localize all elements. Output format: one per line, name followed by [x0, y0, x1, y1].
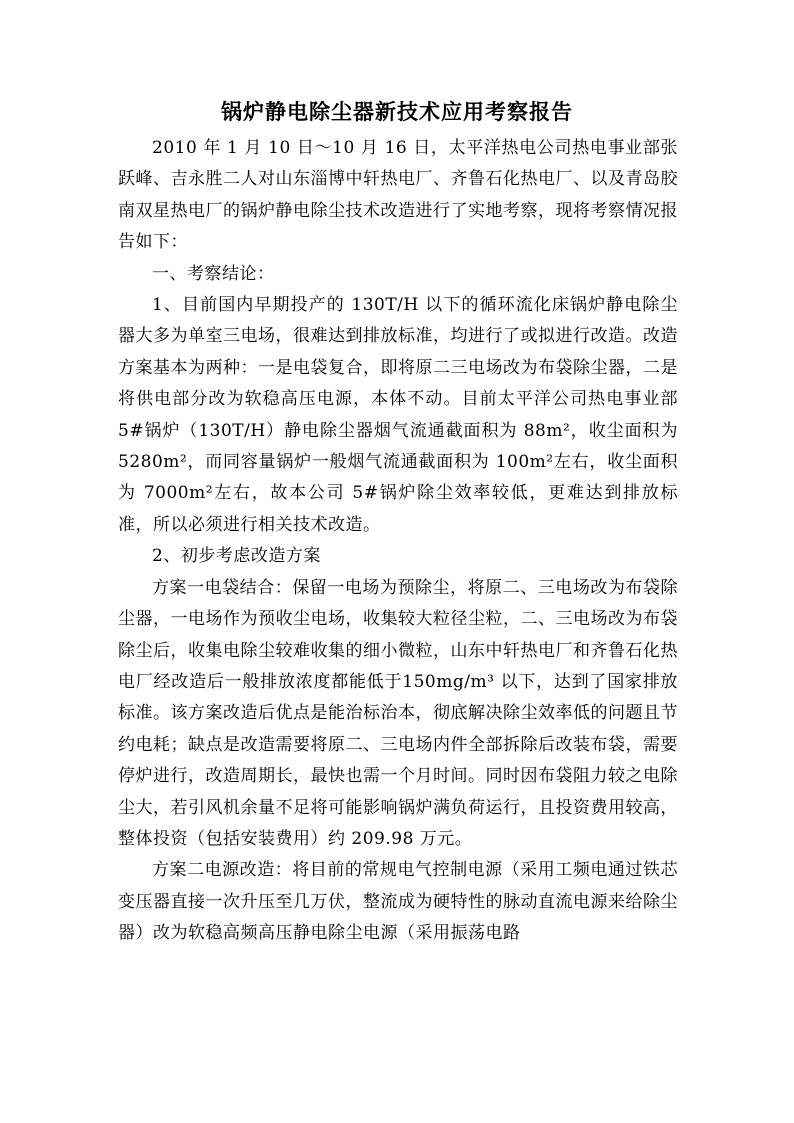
- paragraph-plan-1: 方案一电袋结合：保留一电场为预除尘，将原二、三电场改为布袋除尘器，一电场作为预收尘电场，收集较大粒径尘粒，二、三电场改为布袋除尘后，收集电除尘较难收集的细小微粒，山东中轩热电厂和齐鲁石化热电厂经改造后一般排放浓度都能低于150mg/m³ 以下，达到了国家排放标准。该方案改造后优点是能治标治本，彻底解决除尘效率低的问题且节约电耗；缺点是改造需要将原二、三电场内件全部拆除后改装布袋，需要停炉进行，改造周期长，最快也需一个月时间。同时因布袋阻力较之电除尘大，若引风机余量不足将可能影响锅炉满负荷运行，且投资费用较高，整体投资（包括安装费用）约 209.98 万元。: [118, 577, 678, 849]
- paragraph-plan-2: 方案二电源改造：将目前的常规电气控制电源（采用工频电通过铁芯变压器直接一次升压至几万伏，整流成为硬特性的脉动直流电源来给除尘器）改为软稳高频高压静电除尘电源（采用振荡电路: [118, 860, 678, 944]
- section-heading-plan: 2、初步考虑改造方案: [152, 546, 321, 567]
- paragraph-intro: 2010 年 1 月 10 日～10 月 16 日，太平洋热电公司热电事业部张跃峰、吉永胜二人对山东淄博中轩热电厂、齐鲁石化热电厂、以及青岛胶南双星热电厂的锅炉静电除尘技术改造进行了实地考察，现将考察情况报告如下：: [118, 138, 678, 253]
- document-body: [118, 133, 678, 950]
- document-title: 锅炉静电除尘器新技术应用考察报告: [221, 99, 573, 124]
- section-heading-conclusion: 一、考察结论：: [152, 263, 275, 284]
- paragraph-conclusion-1: 1、目前国内早期投产的 130T/H 以下的循环流化床锅炉静电除尘器大多为单室三电场，很难达到排放标准，均进行了或拟进行改造。改造方案基本为两种：一是电袋复合，即将原二三电场改为布袋除尘器，二是将供电部分改为软稳高压电源，本体不动。目前太平洋公司热电事业部 5#锅炉（130T/H）静电除尘器烟气流通截面积为 88m²，收尘面积为 5280m²，而同容量锅炉一般烟气流通截面积为 100m²左右，收尘面积为 7000m²左右，故本公司 5#锅炉除尘效率较低，更难达到排放标准，所以必须进行相关技术改造。: [118, 295, 678, 535]
